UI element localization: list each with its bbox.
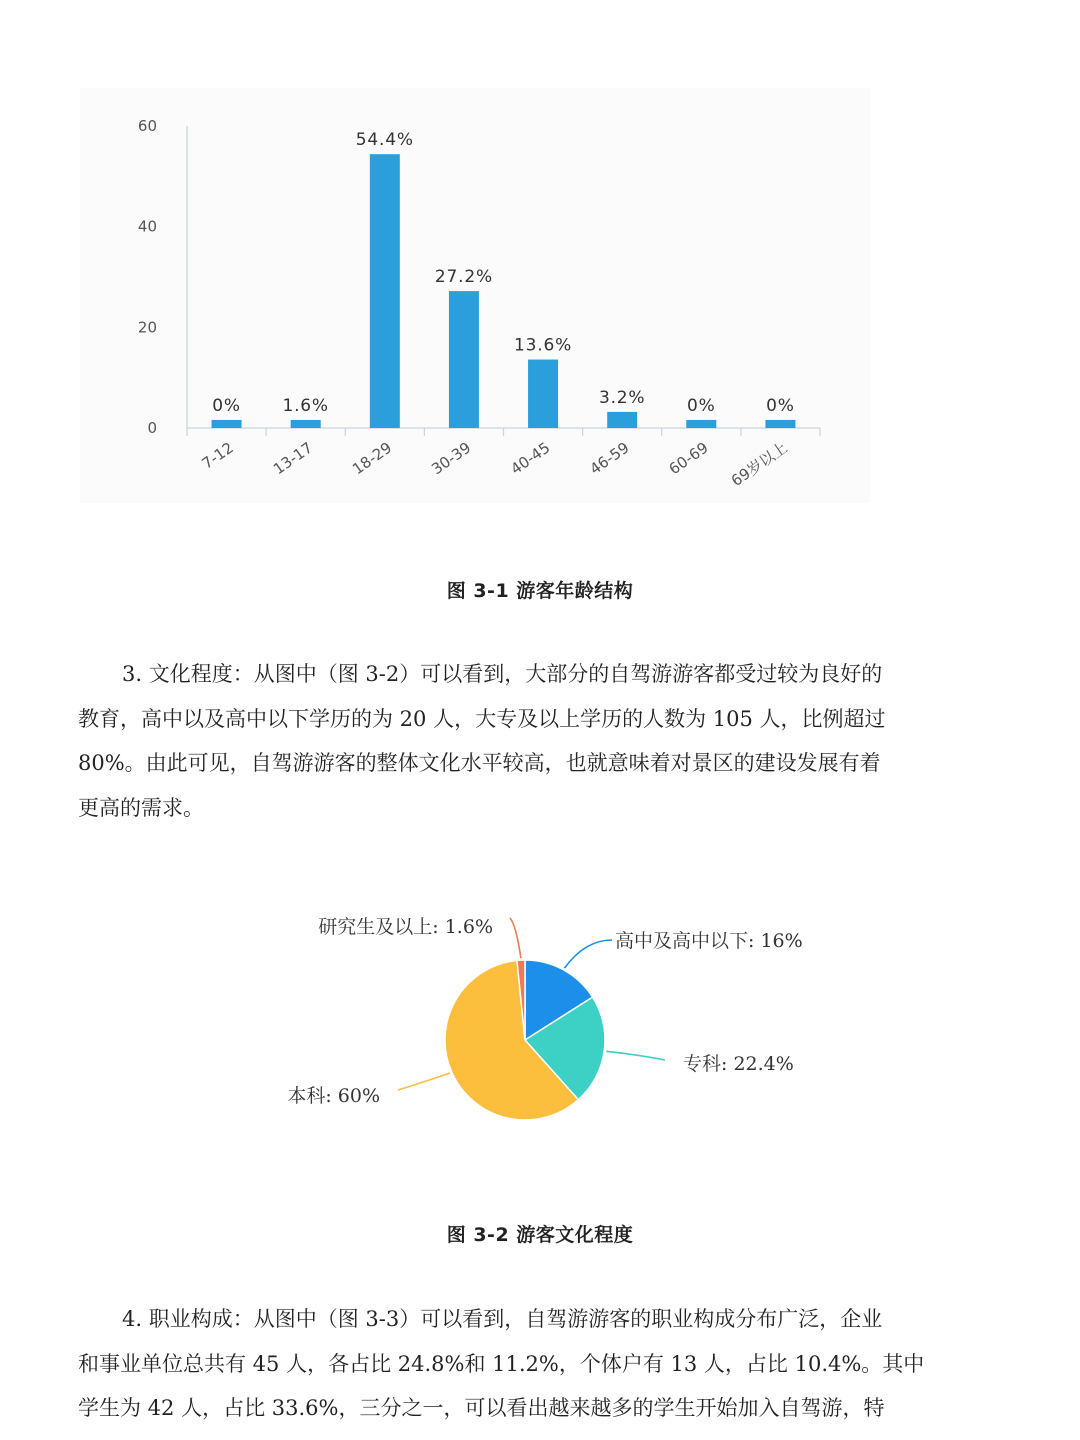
bar-value-label: 3.2% — [598, 387, 646, 408]
paragraph-education — [78, 652, 970, 830]
bar-value-label: 0% — [766, 395, 795, 416]
education-pie-chart — [0, 890, 1080, 1190]
bar-value-label: 0% — [687, 395, 716, 416]
x-tick-label: 40-45 — [507, 438, 554, 479]
bar-value-label: 27.2% — [434, 267, 493, 288]
paragraph-line: 3. 文化程度：从图中（图 3-2）可以看到，大部分的自驾游游客都受过较为良好的 — [122, 662, 883, 686]
paragraph-line: 4. 职业构成：从图中（图 3-3）可以看到，自驾游游客的职业构成分布广泛，企业 — [122, 1307, 883, 1331]
y-tick-label: 20 — [137, 318, 157, 337]
x-tick-label: 18-29 — [349, 438, 396, 479]
pie-label-高中及高中以下: 高中及高中以下: 16% — [615, 930, 803, 952]
figure-3-1-caption: 图 3-1 游客年龄结构 — [446, 580, 634, 602]
pie-leader-line — [398, 1073, 450, 1090]
bar-chart-axes — [187, 126, 820, 436]
pie-label-本科: 本科: 60% — [287, 1085, 380, 1107]
x-tick-label: 46-59 — [586, 438, 633, 479]
bar-value-label: 54.4% — [355, 130, 414, 151]
pie-slices — [445, 960, 605, 1120]
bar-13-17 — [291, 420, 321, 428]
bar-chart-bars — [212, 154, 796, 428]
age-bar-chart — [0, 0, 1080, 520]
paragraph-line: 80%。由此可见，自驾游游客的整体文化水平较高，也就意味着对景区的建设发展有着 — [78, 751, 881, 775]
y-tick-label: 0 — [147, 419, 157, 437]
pie-leader-line — [606, 1051, 665, 1060]
paragraph-line: 和事业单位总共有 45 人，各占比 24.8%和 11.2%，个体户有 13 人，占比 10.4%。其中 — [78, 1351, 925, 1376]
paragraph-line: 更高的需求。 — [78, 795, 204, 820]
pie-leader-line — [510, 918, 521, 958]
bar-value-label: 0% — [212, 395, 241, 416]
paragraph-line: 教育，高中以及高中以下学历的为 20 人，大专及以上学历的人数为 105 人，比例超过 — [78, 706, 886, 731]
y-tick-label: 40 — [137, 217, 157, 236]
x-tick-label: 60-69 — [665, 438, 712, 479]
bar-value-label: 1.6% — [282, 395, 329, 416]
x-tick-label: 69岁以上 — [727, 438, 791, 491]
paragraph-occupation — [78, 1297, 970, 1431]
x-tick-label: 7-12 — [198, 438, 237, 473]
figure-3-2-caption: 图 3-2 游客文化程度 — [446, 1224, 634, 1246]
paragraph-line: 学生为 42 人，占比 33.6%，三分之一，可以看出越来越多的学生开始加入自驾游，特 — [78, 1396, 885, 1420]
y-tick-label: 60 — [137, 117, 157, 135]
pie-label-研究生及以上: 研究生及以上: 1.6% — [318, 916, 493, 938]
x-tick-label: 13-17 — [269, 438, 316, 479]
pie-label-专科: 专科: 22.4% — [683, 1053, 794, 1075]
bar-7-12 — [212, 420, 242, 428]
bar-30-39 — [449, 291, 479, 428]
pie-leader-line — [565, 940, 613, 968]
x-tick-label: 30-39 — [428, 438, 475, 479]
bar-40-45 — [528, 360, 558, 428]
bar-18-29 — [370, 154, 400, 428]
bar-69岁以上 — [765, 420, 795, 428]
bar-value-label: 13.6% — [514, 335, 573, 356]
bar-46-59 — [607, 412, 637, 428]
bar-60-69 — [686, 420, 716, 428]
